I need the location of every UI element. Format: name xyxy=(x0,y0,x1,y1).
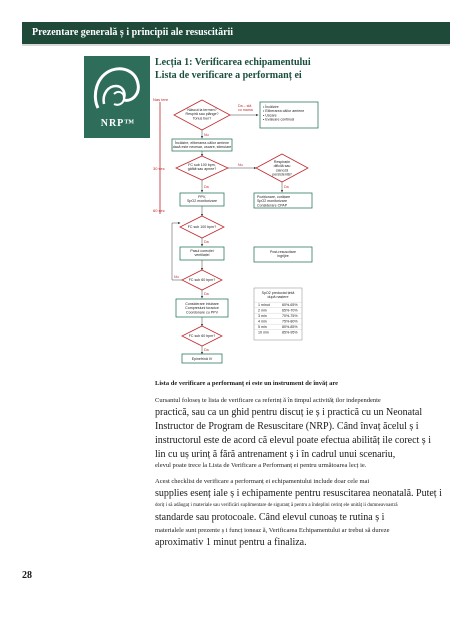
d5-no-label: Nu xyxy=(174,275,179,279)
para1-line3: Instructor de Program de Resuscitare (NRP). Când învaț ăcelul ș i xyxy=(155,421,419,432)
para2-line5: materialele sunt prezente ș i funcț ioneaz ă, Verificarea Echipamentului ar trebui să dureze xyxy=(155,527,390,534)
spo2-time-cell: 3 min xyxy=(258,314,267,318)
lesson-subtitle: Lista de verificare a performanț ei xyxy=(155,70,302,81)
para1-line2: practică, sau ca un ghid pentru discuț ie ș i practică cu un Neonatal xyxy=(155,407,423,418)
para2-line6: aproximativ 1 minut pentru a finaliza. xyxy=(155,537,307,548)
decision-hr-below-60-text: FC sub 60 bpm? xyxy=(188,278,216,282)
resuscitation-flowchart xyxy=(150,92,350,374)
routine-care-text: • Încălzire • Eliberarea căilor aeriene • Uscare • Evaluare continuă xyxy=(263,105,305,122)
label-30sec: 30 sec xyxy=(153,166,165,171)
para2-line4: standarde sau protocoale. Când elevul cunoaș te rutina ș i xyxy=(155,512,385,523)
para2-line2: supplies esenț iale ș i echipamente pentru resuscitarea neonatală. Puteț i xyxy=(155,488,442,499)
spo2-time-cell: 2 min xyxy=(258,308,267,313)
spo2-value-cell: 60%-65% xyxy=(282,303,298,307)
d3-yes-label: Da xyxy=(284,185,289,189)
spo2-time-cell: 4 min xyxy=(258,319,267,324)
spo2-value-cell: 65%-70% xyxy=(282,308,298,313)
para1-line6: elevul poate trece la Lista de Verificare a Performanț ei pentru următoarea lecț ie. xyxy=(155,462,367,469)
ppv-text: PPV, SpO2 monitorizare xyxy=(187,195,217,204)
no-label-1: Nu xyxy=(204,133,209,137)
para1-line1: Cursantul foloseș te lista de verificare ca referinț ă în timpul activităț ilor independente xyxy=(155,397,381,404)
para2-line1: Acest checklist de verificare a performanț ei echipamentului include doar cele mai xyxy=(155,478,370,485)
decision-labored-breathing-text: Respirație dificilă sau cianoză persistentă? xyxy=(272,160,292,177)
para1-line4: instructorul este de acord că elevul poate efectua abilităț ile corect ș i xyxy=(155,435,431,446)
post-resuscitation-text: Post-resuscitare ingrijire xyxy=(270,250,296,259)
decision-hr-below-60-second-text: FC sub 60 bpm? xyxy=(188,334,216,338)
spo2-value-cell: 85%-95% xyxy=(282,330,298,335)
d1-yes-label: Da – stă cu mama xyxy=(238,104,253,113)
lesson-title: Lecția 1: Verificarea echipamentului xyxy=(155,57,311,68)
para1-line5: lin cu uș urinț ă fără antrenament ș i în cadrul unui scenariu, xyxy=(155,449,396,460)
section-title: Prezentare generală ș i principii ale resuscitării xyxy=(32,27,234,38)
initial-steps-text: Încălzire, eliberarea căilor aeriene dacă este necesar, uscare, stimulare xyxy=(172,141,232,150)
spo2-value-cell: 80%-85% xyxy=(282,325,298,329)
spo2-value-cell: 75%-80% xyxy=(282,319,298,324)
ventilation-correction-text: Pasul corecției ventilației xyxy=(190,249,214,258)
decision-term-breathing-text: Născut la termen? Respiră sau plânge? Tonus bun? xyxy=(185,108,219,121)
decision-hr-below-100-text: FC sub 100 bpm? xyxy=(187,225,217,229)
decision-hr-apnea-text: FC sub 100 bpm, gâfâit sau apnee? xyxy=(187,163,217,172)
label-birth: Naș tere xyxy=(153,97,169,102)
spo2-target-table xyxy=(254,288,302,340)
spo2-time-cell: 5 min xyxy=(258,325,267,329)
nrp-logo xyxy=(84,56,150,138)
compressions-text: Considerare intubare Compresiuni toracice Coordonare cu PPV xyxy=(185,302,219,315)
cpap-text: Poziționare, curățare SpO2 monitorizare Considerare CPAP xyxy=(257,195,291,208)
section-heading: Lista de verificare a performanț ei este un instrument de învăț are xyxy=(155,380,338,387)
d2-no-label: Nu xyxy=(238,163,243,167)
spo2-value-cell: 70%-75% xyxy=(282,314,298,318)
spo2-table-header: SpO2 preductal țintă după naștere xyxy=(261,291,295,300)
d5-yes-label: Da xyxy=(204,292,209,296)
d6-yes-label: Da xyxy=(204,348,209,352)
logo-text: NRP™ xyxy=(100,118,136,129)
para2-line3: doriț i să adăugaț i materiale sau verificări suplimentare de siguranț ă pentru a îndeplini cerinț ele unităț ii dumneavoastră xyxy=(155,503,398,508)
epinephrine-text: Epinefrină IV xyxy=(191,357,213,361)
d2-yes-label: Da xyxy=(204,185,209,189)
d4-yes-label: Da xyxy=(204,240,209,244)
spo2-time-cell: 10 min xyxy=(258,330,269,335)
label-60sec: 60 sec xyxy=(153,208,165,213)
section-header-bar xyxy=(22,22,450,46)
spo2-time-cell: 1 minut xyxy=(258,303,270,307)
page-number: 28 xyxy=(22,570,32,581)
